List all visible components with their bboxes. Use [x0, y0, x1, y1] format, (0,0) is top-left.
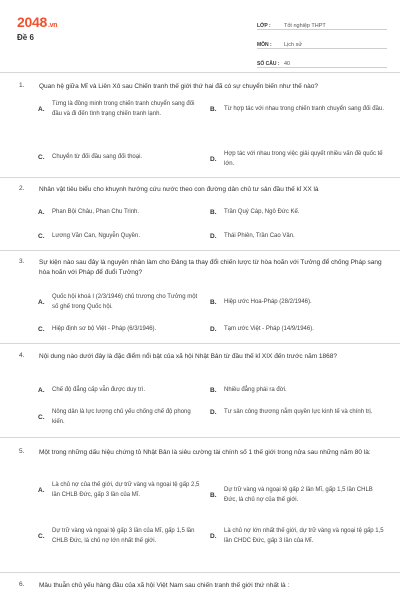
- option-text: Quốc hội khoá I (2/3/1946) chủ trương cho Tưởng một số ghế trong Quốc hội.: [52, 294, 198, 310]
- option-d[interactable]: [210, 527, 386, 546]
- option-a[interactable]: [38, 100, 203, 119]
- meta-value: Lịch sử: [284, 42, 303, 48]
- option-a[interactable]: [38, 386, 203, 396]
- option-text: Chuyển từ đối đầu sang đối thoại.: [52, 154, 143, 160]
- option-text: Hiệp định sơ bộ Việt - Pháp (6/3/1946).: [52, 326, 157, 332]
- question-number: 1.: [19, 82, 25, 89]
- meta-row-question-count: [257, 52, 387, 68]
- option-text: Hợp tác với nhau trong việc giải quyết nhiều vấn đề quốc tế lớn.: [224, 151, 383, 167]
- option-letter: B.: [210, 492, 217, 499]
- option-a[interactable]: [38, 208, 203, 218]
- option-letter: D.: [210, 156, 217, 163]
- option-letter: B.: [210, 387, 217, 395]
- option-a[interactable]: [38, 481, 203, 500]
- option-d[interactable]: [210, 232, 386, 242]
- header-divider: [0, 72, 400, 73]
- option-letter: A.: [38, 209, 45, 217]
- option-c[interactable]: [38, 408, 203, 427]
- option-letter: D.: [210, 326, 217, 334]
- logo-text: 2048: [17, 14, 47, 30]
- question-text: Quan hệ giữa Mĩ và Liên Xô sau Chiến tranh thế giới thứ hai đã có sự chuyển biến như thế nào?: [39, 83, 318, 90]
- option-c[interactable]: [38, 527, 203, 546]
- meta-label: MÔN :: [257, 42, 272, 48]
- option-letter: D.: [210, 533, 217, 540]
- question-text: Một trong những dấu hiệu chứng tỏ Nhật Bản là siêu cường tài chính số 1 thế giới trong nửa sau những năm 80 là:: [39, 449, 371, 456]
- option-letter: A.: [38, 299, 45, 306]
- option-letter: A.: [38, 106, 45, 113]
- option-letter: B.: [210, 106, 217, 114]
- option-text: Từ hợp tác với nhau trong chiến tranh chuyển sang đối đầu.: [224, 106, 384, 112]
- option-text: Dự trữ vàng và ngoại tệ gấp 2 lần Mĩ, gấp 1,5 lần CHLB Đức, là chủ nợ của thế giới.: [224, 487, 373, 503]
- option-letter: B.: [210, 209, 217, 217]
- question-divider: [0, 343, 400, 344]
- option-letter: C.: [38, 414, 45, 421]
- site-logo[interactable]: [17, 14, 57, 30]
- option-c[interactable]: [38, 153, 203, 163]
- question-number: 6.: [19, 581, 25, 588]
- question-divider: [0, 572, 400, 573]
- meta-row-subject: [257, 33, 387, 49]
- option-text: Phan Bội Châu, Phan Chu Trinh.: [52, 209, 140, 215]
- option-text: Là chủ nợ lớn nhất thế giới, dự trữ vàng và ngoại tệ gấp 1,5 lần CHDC Đức, gấp 3 lần của Mĩ.: [224, 528, 384, 544]
- option-text: Tạm ước Việt - Pháp (14/9/1946).: [224, 326, 314, 332]
- question-number: 2.: [19, 185, 25, 192]
- exam-header: [0, 0, 400, 70]
- meta-value: Tốt nghiệp THPT: [284, 23, 326, 29]
- exam-title: Đề 6: [17, 33, 34, 42]
- option-b[interactable]: [210, 105, 386, 115]
- question-text: Sự kiện nào sau đây là nguyên nhân làm cho Đảng ta thay đổi chiến lược từ hòa hoãn với Tưởng để chống Pháp sang hòa hoãn với Pháp để đuổi Tưởng?: [39, 259, 382, 276]
- question-text: Nhân vật tiêu biểu cho khuynh hướng cứu nước theo con đường dân chủ tư sản đầu thế kỉ XX là: [39, 186, 319, 193]
- option-text: Chế độ đẳng cấp vẫn được duy trì.: [52, 387, 146, 393]
- question-divider: [0, 437, 400, 438]
- option-text: Từng là đồng minh trong chiến tranh chuyển sang đối đầu và đi đến tình trạng chiến tranh lạnh.: [52, 101, 195, 117]
- option-text: Nhiều đẳng phái ra đời.: [224, 387, 287, 393]
- option-b[interactable]: [210, 298, 386, 308]
- meta-label: SỐ CÂU :: [257, 61, 280, 67]
- option-letter: C.: [38, 154, 45, 162]
- option-letter: C.: [38, 326, 45, 334]
- option-b[interactable]: [210, 386, 386, 396]
- option-c[interactable]: [38, 325, 203, 335]
- option-text: Tư sản công thương nắm quyền lực kinh tế và chính trị.: [224, 409, 373, 415]
- option-a[interactable]: [38, 293, 203, 312]
- option-letter: D.: [210, 233, 217, 241]
- meta-row-class: [257, 14, 387, 30]
- option-letter: B.: [210, 299, 217, 307]
- question-divider: [0, 177, 400, 178]
- option-c[interactable]: [38, 232, 203, 242]
- option-text: Thái Phiên, Trần Cao Vân.: [224, 233, 295, 239]
- option-text: Là chủ nợ của thế giới, dự trữ vàng và ngoại tệ gấp 2,5 lần CHLB Đức, gấp 3 lần của Mĩ.: [52, 482, 200, 498]
- option-d[interactable]: [210, 150, 386, 169]
- option-text: Lương Văn Can, Nguyễn Quyền.: [52, 233, 141, 239]
- option-letter: D.: [210, 409, 217, 417]
- question-number: 4.: [19, 352, 25, 359]
- option-text: Dự trữ vàng và ngoại tệ gấp 3 lần của Mĩ, gấp 1,5 lần CHLB Đức, là chủ nợ lớn nhất thế giới.: [52, 528, 195, 544]
- option-text: Hiệp ước Hoa-Pháp (28/2/1946).: [224, 299, 312, 305]
- option-b[interactable]: [210, 208, 386, 218]
- question-number: 3.: [19, 258, 25, 265]
- question-divider: [0, 250, 400, 251]
- meta-value: 40: [284, 61, 291, 67]
- option-text: Nông dân là lực lượng chủ yếu chống chế độ phong kiến.: [52, 409, 191, 425]
- question-number: 5.: [19, 448, 25, 455]
- option-letter: C.: [38, 533, 45, 540]
- logo-suffix: .vn: [47, 22, 58, 29]
- option-d[interactable]: [210, 408, 386, 418]
- option-b[interactable]: [210, 486, 386, 505]
- option-letter: A.: [38, 387, 45, 395]
- exam-meta: [257, 14, 387, 71]
- option-text: Trần Quý Cáp, Ngô Đức Kế.: [224, 209, 300, 215]
- question-text: Mâu thuẫn chủ yếu hàng đầu của xã hội Việt Nam sau chiến tranh thế giới thứ nhất là :: [39, 582, 290, 589]
- option-letter: C.: [38, 233, 45, 241]
- question-text: Nội dung nào dưới đây là đặc điểm nổi bật của xã hội Nhật Bản từ đầu thế kỉ XIX đến trước năm 1868?: [39, 353, 338, 360]
- option-d[interactable]: [210, 325, 386, 335]
- meta-label: LỚP :: [257, 23, 271, 29]
- option-letter: A.: [38, 487, 45, 494]
